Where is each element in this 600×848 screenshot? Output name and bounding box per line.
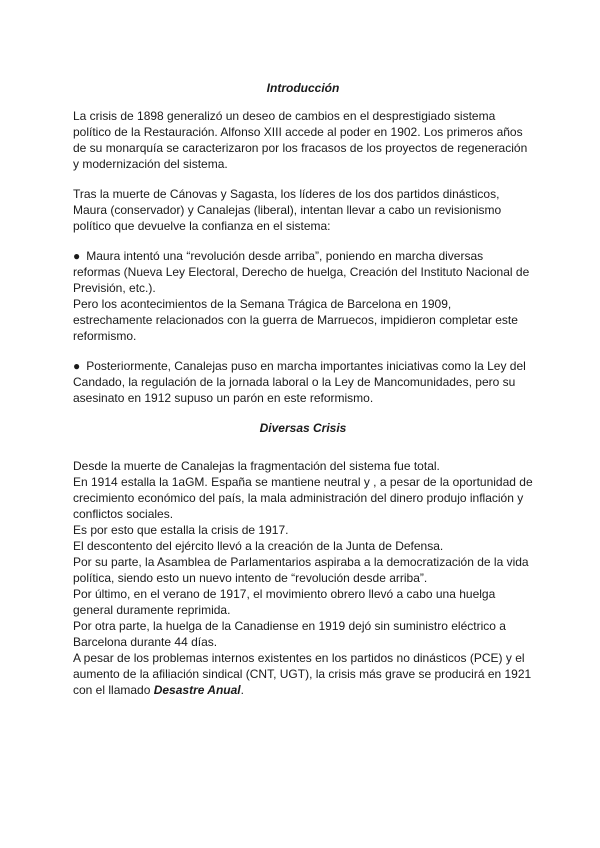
bullet-maura [73, 248, 533, 344]
crisis-heading: Diversas Crisis [259, 421, 347, 435]
bullet-canalejas [73, 358, 533, 406]
crisis-final-line [73, 650, 533, 698]
crisis-line: Desde la muerte de Canalejas la fragmentación del sistema fue total. [73, 459, 440, 473]
crisis-line: Por su parte, la Asamblea de Parlamentarios aspiraba a la democratización de la vida política, siendo esto un nuevo intento de “revolución desde arriba”. [73, 555, 529, 585]
crisis-final-period: . [240, 683, 244, 697]
crisis-line: El descontento del ejército llevó a la creación de la Junta de Defensa. [73, 539, 444, 553]
bullet-maura-continuation: Pero los acontecimientos de la Semana Trágica de Barcelona en 1909, estrechamente relacionados con la guerra de Marruecos, impidieron completar este reformismo. [73, 297, 518, 343]
document-page [73, 80, 533, 698]
bullet-maura-content: Maura intentó una “revolución desde arriba”, poniendo en marcha diversas reformas (Nueva Ley Electoral, Derecho de huelga, Creación del Instituto Nacional de Previsión, etc.). [73, 249, 530, 295]
crisis-line: En 1914 estalla la 1aGM. España se mantiene neutral y , a pesar de la oportunidad de crecimiento económico del país, la mala administración del dinero produjo inflación y conflictos sociales. [73, 475, 533, 521]
bullet-canalejas-text [73, 358, 533, 406]
crisis-final-text: A pesar de los problemas internos existentes en los partidos no dinásticos (PCE) y el aumento de la afiliación sindical (CNT, UGT), la crisis más grave se producirá en 1921 con el llamado [73, 651, 532, 697]
bullet-icon: ● [73, 359, 81, 373]
bullet-maura-text [73, 248, 533, 296]
crisis-line: Por otra parte, la huelga de la Canadiense en 1919 dejó sin suministro eléctrico a Barcelona durante 44 días. [73, 619, 506, 649]
intro-heading: Introducción [266, 81, 340, 95]
bullet-canalejas-content: Posteriormente, Canalejas puso en marcha importantes iniciativas como la Ley del Candado, la regulación de la jornada laboral o la Ley de Mancomunidades, pero su asesinato en 1912 supuso un parón en este reformismo. [73, 359, 526, 405]
crisis-section [73, 458, 533, 698]
crisis-line: Por último, en el verano de 1917, el movimiento obrero llevó a cabo una huelga general duramente reprimida. [73, 587, 496, 617]
bullet-icon: ● [73, 249, 81, 263]
intro-paragraph-2: Tras la muerte de Cánovas y Sagasta, los líderes de los dos partidos dinásticos, Maura (conservador) y Canalejas (liberal), intentan llevar a cabo un revisionismo político que devuelve la confianza en el sistema: [73, 187, 502, 233]
crisis-line: Es por esto que estalla la crisis de 1917. [73, 523, 289, 537]
intro-paragraph-1: La crisis de 1898 generalizó un deseo de cambios en el desprestigiado sistema político de la Restauración. Alfonso XIII accede al poder en 1902. Los primeros años de su monarquía se caracterizaron por los fracasos de los proyectos de regeneración y modernización del sistema. [73, 109, 528, 171]
desastre-anual-emphasis: Desastre Anual [153, 683, 241, 697]
